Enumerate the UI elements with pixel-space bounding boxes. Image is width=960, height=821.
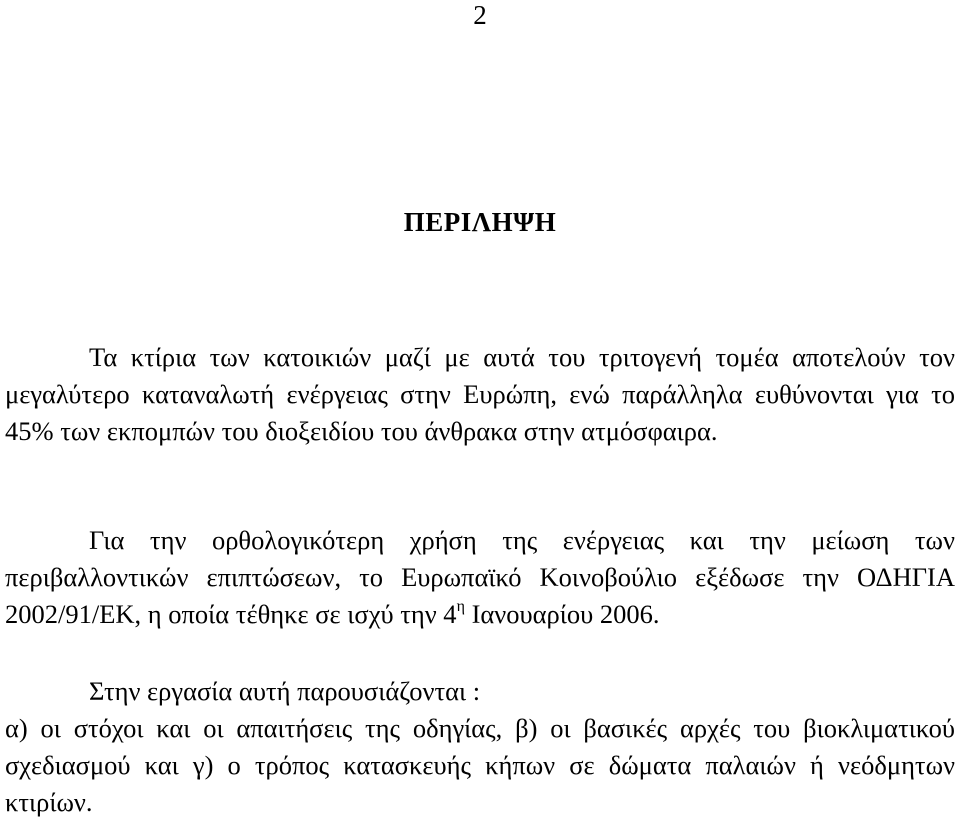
section-heading: ΠΕΡΙΛΗΨΗ [403,207,557,237]
paragraph-intro: Τα κτίρια των κατοικιών μαζί με αυτά του τριτογενή τομέα αποτελούν τον μεγαλύτερο καταναλωτή ενέργειας στην Ευρώπη, ενώ παράλληλα ευθύνονται για το 45% των εκπομπών του διοξειδίου του άνθρακα στην ατμόσφαιρα. [5,342,955,446]
paragraph-directive [5,522,955,633]
ordinal-superscript: η [456,598,465,615]
paragraph-contents-list: α) οι στόχοι και οι απαιτήσεις της οδηγίας, β) οι βασικές αρχές του βιοκλιματικού σχεδιασμού και γ) ο τρόπος κατασκευής κήπων σε δώματα παλαιών ή νεόδμητων κτιρίων. [5,713,955,817]
directive-text: Για την ορθολογικότερη χρήση της ενέργειας και την μείωση των περιβαλλοντικών επιπτώσεων, το Ευρωπαϊκό Κοινοβούλιο εξέδωσε την ΟΔΗΓΙΑ 2002/91/ΕΚ, η οποία τέθηκε σε ισχύ την 4 [5,525,955,629]
paragraph-contents-intro: Στην εργασία αυτή παρουσιάζονται : [89,676,481,706]
page-number: 2 [473,0,487,30]
directive-date-text: Ιανουαρίου 2006. [464,599,660,629]
